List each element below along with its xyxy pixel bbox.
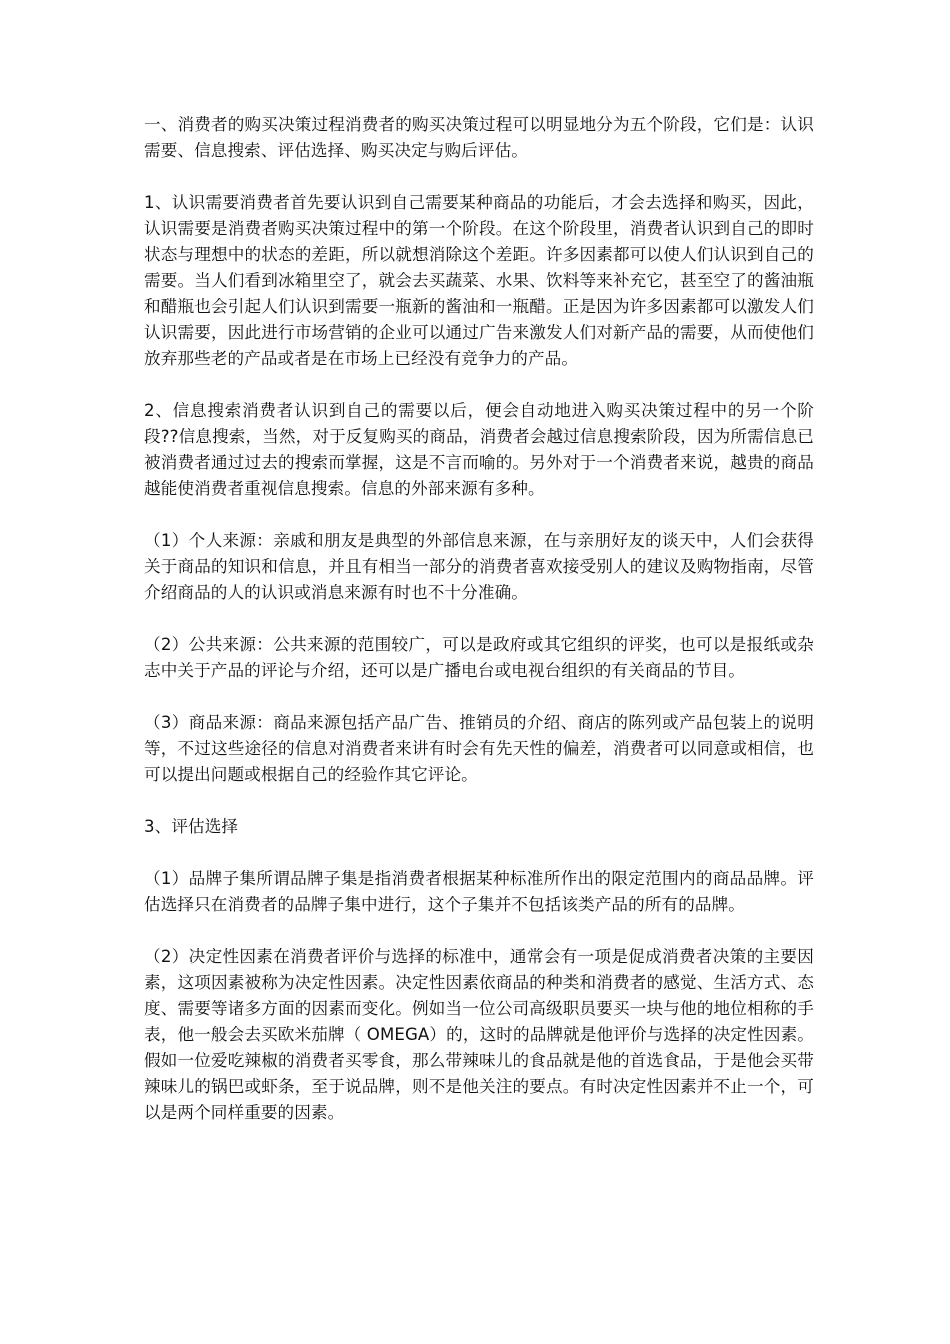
paragraph-public-sources: （2）公共来源：公共来源的范围较广，可以是政府或其它组织的评奖，也可以是报纸或杂志中关于产品的评论与介绍，还可以是广播电台或电视台组织的有关商品的节目。 (144, 635, 814, 680)
paragraph-personal-sources: （1）个人来源：亲戚和朋友是典型的外部信息来源，在与亲朋好友的谈天中，人们会获得关于商品的知识和信息，并且有相当一部分的消费者喜欢接受别人的建议及购物指南，尽管介绍商品的人的认识或消息来源有时也不十分准确。 (144, 531, 814, 602)
document-body (144, 112, 814, 1126)
section-heading-evaluation: 3、评估选择 (144, 817, 239, 836)
paragraph-brand-subset: （1）品牌子集所谓品牌子集是指消费者根据某种标准所作出的限定范围内的商品品牌。评估选择只在消费者的品牌子集中进行，这个子集并不包括该类产品的所有的品牌。 (144, 869, 814, 914)
paragraph-intro: 一、消费者的购买决策过程消费者的购买决策过程可以明显地分为五个阶段，它们是：认识需要、信息搜索、评估选择、购买决定与购后评估。 (144, 115, 814, 160)
paragraph-commercial-sources: （3）商品来源：商品来源包括产品广告、推销员的介绍、商店的陈列或产品包装上的说明等，不过这些途径的信息对消费者来讲有时会有先天性的偏差，消费者可以同意或相信，也可以提出问题或根据自己的经验作其它评论。 (144, 713, 814, 784)
paragraph-recognize-needs: 1、认识需要消费者首先要认识到自己需要某种商品的功能后，才会去选择和购买，因此，认识需要是消费者购买决策过程中的第一个阶段。在这个阶段里，消费者认识到自己的即时状态与理想中的状态的差距，所以就想消除这个差距。许多因素都可以使人们认识到自己的需要。当人们看到冰箱里空了，就会去买蔬菜、水果、饮料等来补充它，甚至空了的酱油瓶和醋瓶也会引起人们认识到需要一瓶新的酱油和一瓶醋。正是因为许多因素都可以激发人们认识需要，因此进行市场营销的企业可以通过广告来激发人们对新产品的需要，从而使他们放弃那些老的产品或者是在市场上已经没有竞争力的产品。 (144, 193, 814, 368)
paragraph-decisive-factors: （2）决定性因素在消费者评价与选择的标准中，通常会有一项是促成消费者决策的主要因素，这项因素被称为决定性因素。决定性因素依商品的种类和消费者的感觉、生活方式、态度、需要等诸多方面的因素而变化。例如当一位公司高级职员要买一块与他的地位相称的手表，他一般会去买欧米茄牌（ OMEGA）的，这时的品牌就是他评价与选择的决定性因素。假如一位爱吃辣椒的消费者买零食，那么带辣味儿的食品就是他的首选食品，于是他会买带辣味儿的锅巴或虾条，至于说品牌，则不是他关注的要点。有时决定性因素并不止一个，可以是两个同样重要的因素。 (144, 947, 814, 1122)
paragraph-information-search: 2、信息搜索消费者认识到自己的需要以后，便会自动地进入购买决策过程中的另一个阶段??信息搜索，当然，对于反复购买的商品，消费者会越过信息搜索阶段，因为所需信息已被消费者通过过去的搜索而掌握，这是不言而喻的。另外对于一个消费者来说，越贵的商品越能使消费者重视信息搜索。信息的外部来源有多种。 (144, 401, 814, 498)
